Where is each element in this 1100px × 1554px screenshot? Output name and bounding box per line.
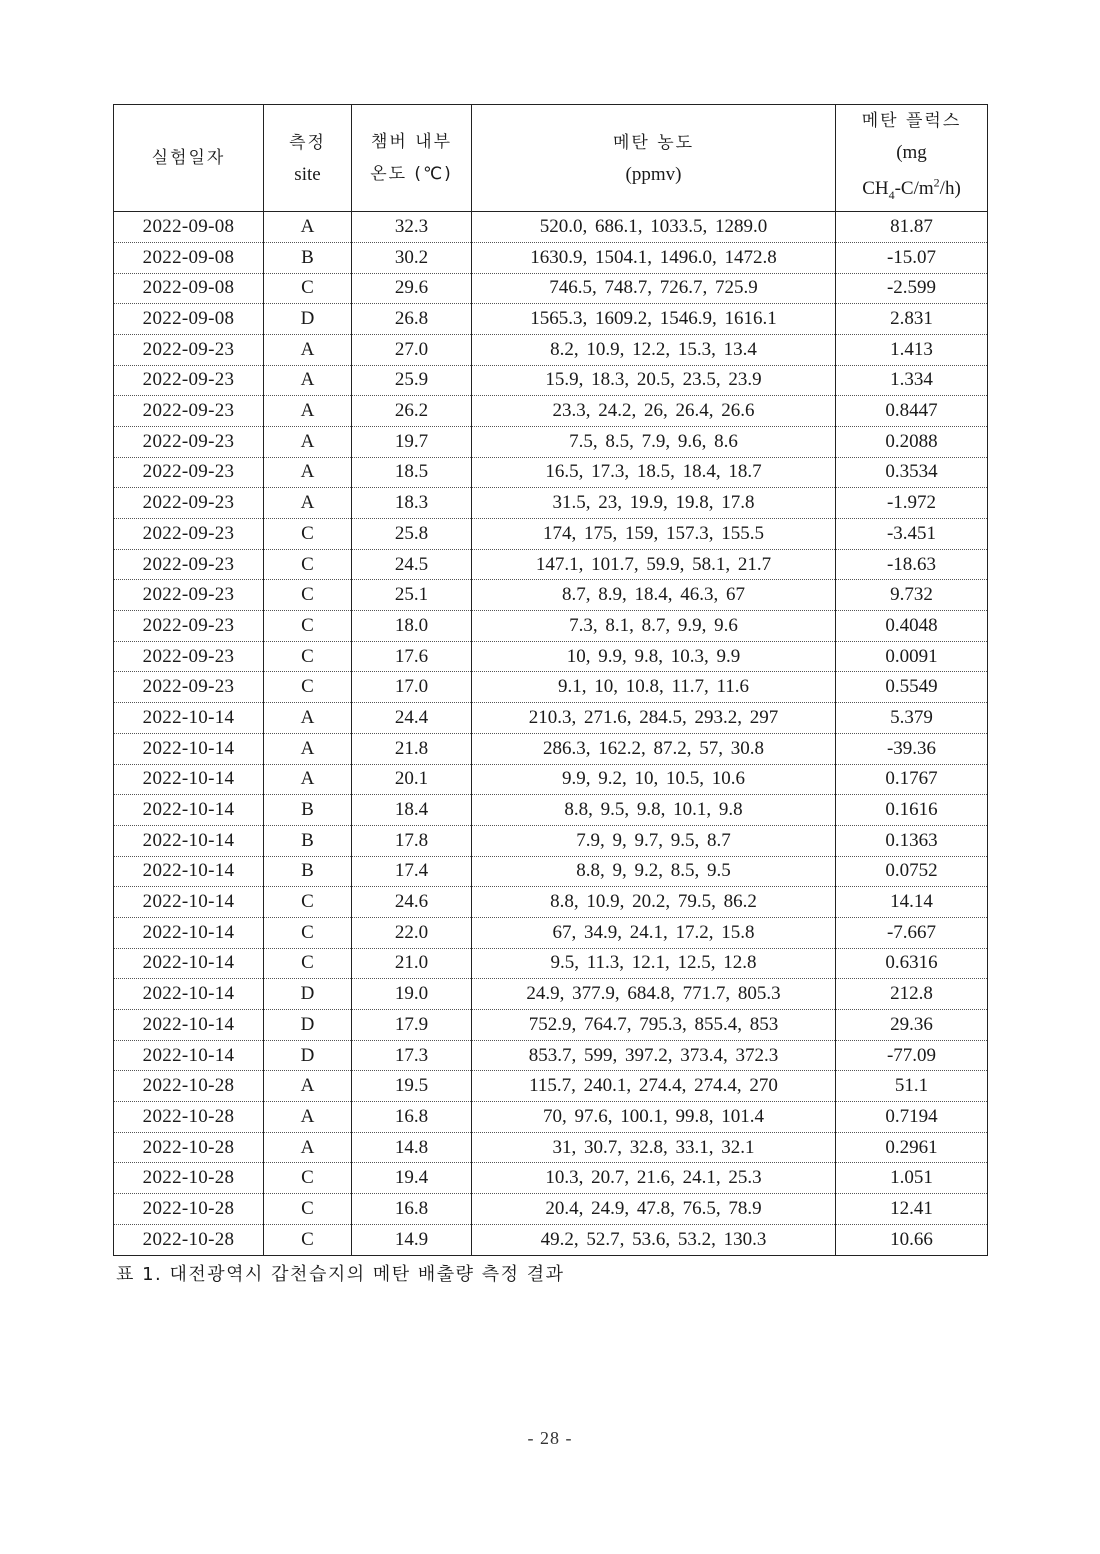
- table-row: [114, 641, 988, 672]
- cell-concentration: 16.5, 17.3, 18.5, 18.4, 18.7: [472, 457, 836, 488]
- cell-flux: 10.66: [836, 1224, 988, 1255]
- cell-temperature: 17.9: [352, 1010, 472, 1041]
- cell-date: 2022-09-23: [114, 365, 264, 396]
- cell-site: A: [264, 1132, 352, 1163]
- cell-flux: 0.2961: [836, 1132, 988, 1163]
- cell-concentration: 9.1, 10, 10.8, 11.7, 11.6: [472, 672, 836, 703]
- cell-flux: -3.451: [836, 519, 988, 550]
- cell-concentration: 853.7, 599, 397.2, 373.4, 372.3: [472, 1040, 836, 1071]
- table-row: [114, 1194, 988, 1225]
- cell-date: 2022-10-14: [114, 1040, 264, 1071]
- cell-date: 2022-10-14: [114, 856, 264, 887]
- cell-site: C: [264, 273, 352, 304]
- cell-site: A: [264, 457, 352, 488]
- header-flux-line3: [862, 176, 961, 203]
- methane-results-table: [113, 104, 988, 1256]
- cell-date: 2022-10-14: [114, 764, 264, 795]
- cell-concentration: 10.3, 20.7, 21.6, 24.1, 25.3: [472, 1163, 836, 1194]
- header-flux-line2: (mg: [896, 142, 927, 163]
- table-row: [114, 519, 988, 550]
- cell-temperature: 25.8: [352, 519, 472, 550]
- cell-site: C: [264, 519, 352, 550]
- header-flux-cm: -C/m: [894, 178, 934, 200]
- cell-temperature: 18.5: [352, 457, 472, 488]
- cell-flux: 0.0091: [836, 641, 988, 672]
- cell-site: C: [264, 1194, 352, 1225]
- cell-site: B: [264, 795, 352, 826]
- cell-date: 2022-10-14: [114, 948, 264, 979]
- header-flux-ch: CH: [862, 178, 889, 200]
- header-conc-line1: 메탄 농도: [612, 132, 695, 153]
- cell-date: 2022-09-08: [114, 212, 264, 243]
- header-temp-line1: 챔버 내부: [370, 132, 453, 153]
- cell-flux: -2.599: [836, 273, 988, 304]
- table-row: [114, 212, 988, 243]
- cell-concentration: 20.4, 24.9, 47.8, 76.5, 78.9: [472, 1194, 836, 1225]
- cell-concentration: 8.8, 9, 9.2, 8.5, 9.5: [472, 856, 836, 887]
- cell-site: A: [264, 488, 352, 519]
- cell-concentration: 31.5, 23, 19.9, 19.8, 17.8: [472, 488, 836, 519]
- cell-temperature: 20.1: [352, 764, 472, 795]
- table-row: [114, 672, 988, 703]
- cell-site: A: [264, 426, 352, 457]
- cell-concentration: 520.0, 686.1, 1033.5, 1289.0: [472, 212, 836, 243]
- cell-date: 2022-10-14: [114, 703, 264, 734]
- cell-site: A: [264, 396, 352, 427]
- cell-site: C: [264, 611, 352, 642]
- header-conc-line2: (ppmv): [625, 163, 682, 185]
- table-body: [114, 212, 988, 1255]
- cell-temperature: 26.8: [352, 304, 472, 335]
- cell-flux: 12.41: [836, 1194, 988, 1225]
- cell-site: A: [264, 764, 352, 795]
- methane-results-table-container: [113, 104, 987, 1256]
- cell-date: 2022-09-23: [114, 488, 264, 519]
- cell-flux: -77.09: [836, 1040, 988, 1071]
- header-date-label: 실험일자: [151, 148, 226, 169]
- cell-date: 2022-10-14: [114, 825, 264, 856]
- cell-date: 2022-10-14: [114, 1010, 264, 1041]
- table-row: [114, 304, 988, 335]
- cell-concentration: 147.1, 101.7, 59.9, 58.1, 21.7: [472, 549, 836, 580]
- cell-temperature: 17.0: [352, 672, 472, 703]
- cell-temperature: 25.9: [352, 365, 472, 396]
- header-site-line2: site: [294, 163, 321, 185]
- cell-date: 2022-09-08: [114, 273, 264, 304]
- cell-concentration: 752.9, 764.7, 795.3, 855.4, 853: [472, 1010, 836, 1041]
- cell-concentration: 8.8, 9.5, 9.8, 10.1, 9.8: [472, 795, 836, 826]
- cell-date: 2022-10-14: [114, 917, 264, 948]
- cell-site: C: [264, 887, 352, 918]
- cell-date: 2022-10-28: [114, 1163, 264, 1194]
- cell-site: D: [264, 1040, 352, 1071]
- header-temperature: [352, 105, 472, 212]
- header-temp-line2: 온도 (℃): [370, 164, 453, 185]
- cell-date: 2022-09-23: [114, 580, 264, 611]
- header-concentration: [472, 105, 836, 212]
- cell-temperature: 21.8: [352, 733, 472, 764]
- cell-date: 2022-10-28: [114, 1194, 264, 1225]
- cell-flux: 1.051: [836, 1163, 988, 1194]
- table-row: [114, 580, 988, 611]
- table-row: [114, 334, 988, 365]
- table-row: [114, 887, 988, 918]
- header-flux-h: /h): [939, 178, 961, 200]
- cell-site: C: [264, 672, 352, 703]
- table-row: [114, 1071, 988, 1102]
- cell-date: 2022-09-08: [114, 242, 264, 273]
- cell-site: D: [264, 979, 352, 1010]
- cell-concentration: 24.9, 377.9, 684.8, 771.7, 805.3: [472, 979, 836, 1010]
- cell-concentration: 49.2, 52.7, 53.6, 53.2, 130.3: [472, 1224, 836, 1255]
- cell-site: A: [264, 733, 352, 764]
- table-row: [114, 764, 988, 795]
- cell-site: A: [264, 212, 352, 243]
- table-row: [114, 549, 988, 580]
- cell-flux: 9.732: [836, 580, 988, 611]
- cell-site: D: [264, 304, 352, 335]
- cell-concentration: 210.3, 271.6, 284.5, 293.2, 297: [472, 703, 836, 734]
- header-flux-sub4: 4: [888, 188, 895, 203]
- cell-date: 2022-10-28: [114, 1102, 264, 1133]
- cell-temperature: 18.0: [352, 611, 472, 642]
- cell-date: 2022-09-23: [114, 396, 264, 427]
- cell-site: C: [264, 549, 352, 580]
- cell-site: B: [264, 242, 352, 273]
- cell-flux: 2.831: [836, 304, 988, 335]
- cell-temperature: 19.4: [352, 1163, 472, 1194]
- cell-site: B: [264, 825, 352, 856]
- cell-flux: 0.0752: [836, 856, 988, 887]
- table-row: [114, 795, 988, 826]
- cell-date: 2022-09-23: [114, 611, 264, 642]
- table-row: [114, 242, 988, 273]
- cell-temperature: 17.8: [352, 825, 472, 856]
- cell-concentration: 9.5, 11.3, 12.1, 12.5, 12.8: [472, 948, 836, 979]
- cell-temperature: 32.3: [352, 212, 472, 243]
- cell-site: C: [264, 917, 352, 948]
- cell-concentration: 9.9, 9.2, 10, 10.5, 10.6: [472, 764, 836, 795]
- cell-date: 2022-10-14: [114, 795, 264, 826]
- cell-concentration: 7.9, 9, 9.7, 9.5, 8.7: [472, 825, 836, 856]
- cell-flux: 0.1767: [836, 764, 988, 795]
- cell-temperature: 24.6: [352, 887, 472, 918]
- cell-date: 2022-09-08: [114, 304, 264, 335]
- table-caption: 표 1. 대전광역시 갑천습지의 메탄 배출량 측정 결과: [116, 1264, 565, 1285]
- cell-temperature: 18.3: [352, 488, 472, 519]
- table-row: [114, 273, 988, 304]
- cell-concentration: 7.5, 8.5, 7.9, 9.6, 8.6: [472, 426, 836, 457]
- cell-temperature: 14.9: [352, 1224, 472, 1255]
- cell-concentration: 1630.9, 1504.1, 1496.0, 1472.8: [472, 242, 836, 273]
- cell-concentration: 8.8, 10.9, 20.2, 79.5, 86.2: [472, 887, 836, 918]
- cell-flux: 14.14: [836, 887, 988, 918]
- table-row: [114, 426, 988, 457]
- cell-temperature: 29.6: [352, 273, 472, 304]
- cell-flux: 212.8: [836, 979, 988, 1010]
- header-flux-line1: 메탄 플럭스: [861, 111, 962, 131]
- cell-flux: -39.36: [836, 733, 988, 764]
- cell-site: C: [264, 1163, 352, 1194]
- cell-temperature: 19.5: [352, 1071, 472, 1102]
- header-site-line1: 측정: [289, 132, 326, 153]
- table-row: [114, 1102, 988, 1133]
- cell-temperature: 25.1: [352, 580, 472, 611]
- cell-concentration: 10, 9.9, 9.8, 10.3, 9.9: [472, 641, 836, 672]
- cell-site: C: [264, 580, 352, 611]
- cell-concentration: 15.9, 18.3, 20.5, 23.5, 23.9: [472, 365, 836, 396]
- cell-flux: 81.87: [836, 212, 988, 243]
- cell-date: 2022-10-28: [114, 1132, 264, 1163]
- header-flux-sup2: 2: [933, 176, 940, 190]
- cell-site: B: [264, 856, 352, 887]
- table-row: [114, 1224, 988, 1255]
- cell-site: C: [264, 948, 352, 979]
- cell-temperature: 27.0: [352, 334, 472, 365]
- cell-flux: 0.4048: [836, 611, 988, 642]
- cell-flux: 1.334: [836, 365, 988, 396]
- cell-concentration: 7.3, 8.1, 8.7, 9.9, 9.6: [472, 611, 836, 642]
- cell-concentration: 8.7, 8.9, 18.4, 46.3, 67: [472, 580, 836, 611]
- cell-flux: 0.5549: [836, 672, 988, 703]
- table-row: [114, 1010, 988, 1041]
- cell-date: 2022-10-28: [114, 1224, 264, 1255]
- page-number: - 28 -: [527, 1428, 573, 1448]
- table-row: [114, 979, 988, 1010]
- header-date: [114, 105, 264, 212]
- cell-flux: -18.63: [836, 549, 988, 580]
- cell-temperature: 24.5: [352, 549, 472, 580]
- table-row: [114, 365, 988, 396]
- cell-temperature: 22.0: [352, 917, 472, 948]
- table-row: [114, 1040, 988, 1071]
- cell-flux: 1.413: [836, 334, 988, 365]
- header-site: [264, 105, 352, 212]
- table-header-row: [114, 105, 988, 212]
- cell-date: 2022-10-28: [114, 1071, 264, 1102]
- table-row: [114, 733, 988, 764]
- cell-temperature: 19.7: [352, 426, 472, 457]
- cell-date: 2022-09-23: [114, 519, 264, 550]
- cell-temperature: 17.4: [352, 856, 472, 887]
- table-row: [114, 856, 988, 887]
- cell-flux: 0.8447: [836, 396, 988, 427]
- cell-site: A: [264, 703, 352, 734]
- cell-site: D: [264, 1010, 352, 1041]
- cell-temperature: 16.8: [352, 1194, 472, 1225]
- cell-temperature: 14.8: [352, 1132, 472, 1163]
- cell-concentration: 1565.3, 1609.2, 1546.9, 1616.1: [472, 304, 836, 335]
- cell-site: A: [264, 1071, 352, 1102]
- table-row: [114, 948, 988, 979]
- cell-date: 2022-09-23: [114, 641, 264, 672]
- table-row: [114, 703, 988, 734]
- cell-site: C: [264, 641, 352, 672]
- cell-flux: 29.36: [836, 1010, 988, 1041]
- cell-flux: 0.1363: [836, 825, 988, 856]
- cell-flux: 0.7194: [836, 1102, 988, 1133]
- cell-concentration: 67, 34.9, 24.1, 17.2, 15.8: [472, 917, 836, 948]
- cell-concentration: 115.7, 240.1, 274.4, 274.4, 270: [472, 1071, 836, 1102]
- table-row: [114, 457, 988, 488]
- cell-concentration: 746.5, 748.7, 726.7, 725.9: [472, 273, 836, 304]
- cell-date: 2022-10-14: [114, 979, 264, 1010]
- table-row: [114, 396, 988, 427]
- cell-flux: 5.379: [836, 703, 988, 734]
- cell-temperature: 16.8: [352, 1102, 472, 1133]
- cell-flux: -1.972: [836, 488, 988, 519]
- table-row: [114, 825, 988, 856]
- table-row: [114, 917, 988, 948]
- table-header: [114, 105, 988, 212]
- cell-date: 2022-09-23: [114, 672, 264, 703]
- cell-site: C: [264, 1224, 352, 1255]
- cell-flux: -7.667: [836, 917, 988, 948]
- cell-temperature: 21.0: [352, 948, 472, 979]
- cell-temperature: 17.3: [352, 1040, 472, 1071]
- cell-flux: 0.1616: [836, 795, 988, 826]
- cell-site: A: [264, 365, 352, 396]
- table-row: [114, 488, 988, 519]
- cell-flux: 0.6316: [836, 948, 988, 979]
- cell-date: 2022-09-23: [114, 334, 264, 365]
- header-flux: [836, 105, 988, 212]
- cell-date: 2022-09-23: [114, 457, 264, 488]
- cell-temperature: 19.0: [352, 979, 472, 1010]
- cell-temperature: 18.4: [352, 795, 472, 826]
- cell-date: 2022-10-14: [114, 733, 264, 764]
- cell-site: A: [264, 1102, 352, 1133]
- cell-flux: 0.2088: [836, 426, 988, 457]
- cell-flux: -15.07: [836, 242, 988, 273]
- cell-temperature: 30.2: [352, 242, 472, 273]
- table-row: [114, 1132, 988, 1163]
- cell-date: 2022-09-23: [114, 549, 264, 580]
- cell-flux: 0.3534: [836, 457, 988, 488]
- cell-temperature: 26.2: [352, 396, 472, 427]
- cell-site: A: [264, 334, 352, 365]
- cell-concentration: 174, 175, 159, 157.3, 155.5: [472, 519, 836, 550]
- cell-concentration: 31, 30.7, 32.8, 33.1, 32.1: [472, 1132, 836, 1163]
- cell-concentration: 8.2, 10.9, 12.2, 15.3, 13.4: [472, 334, 836, 365]
- cell-concentration: 70, 97.6, 100.1, 99.8, 101.4: [472, 1102, 836, 1133]
- cell-concentration: 23.3, 24.2, 26, 26.4, 26.6: [472, 396, 836, 427]
- table-row: [114, 611, 988, 642]
- table-row: [114, 1163, 988, 1194]
- cell-temperature: 24.4: [352, 703, 472, 734]
- cell-flux: 51.1: [836, 1071, 988, 1102]
- cell-date: 2022-09-23: [114, 426, 264, 457]
- cell-concentration: 286.3, 162.2, 87.2, 57, 30.8: [472, 733, 836, 764]
- cell-date: 2022-10-14: [114, 887, 264, 918]
- cell-temperature: 17.6: [352, 641, 472, 672]
